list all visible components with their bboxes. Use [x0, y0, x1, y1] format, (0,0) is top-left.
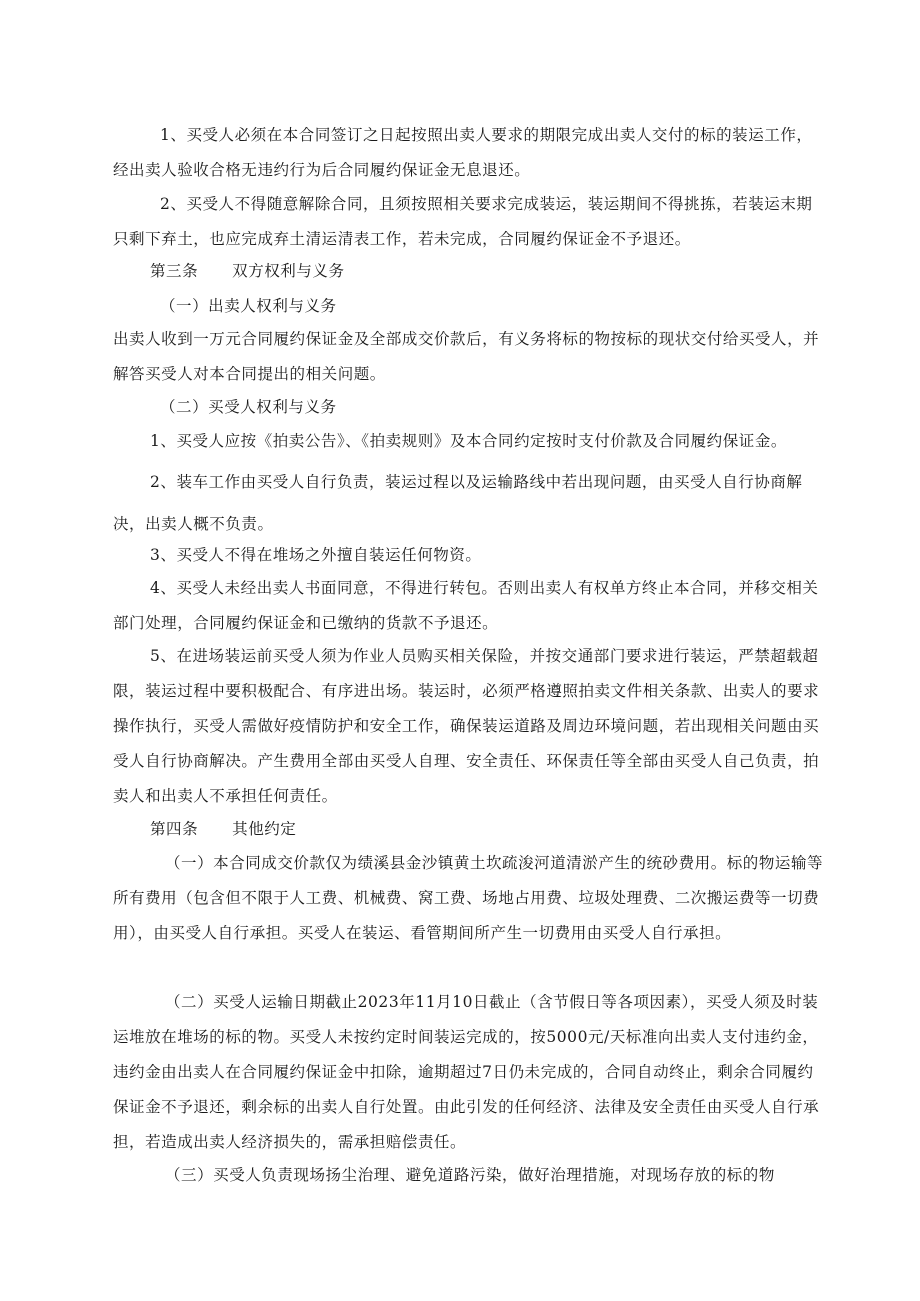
- section-3-sub-2-item-5: 5、在进场装运前买受人须为作业人员购买相关保险，并按交通部门要求进行装运，严禁超载超限，装运过程中要积极配合、有序进出场。装运时，必须严格遵照拍卖文件相关条款、出卖人的要求操作执行，买受人需做好疫情防护和安全工作，确保装运道路及周边环境问题，若出现相关问题由买受人自行协商解决。产生费用全部由买受人自理、安全责任、环保责任等全部由买受人自己负责，拍卖人和出卖人不承担任何责任。: [113, 647, 820, 805]
- section-3-sub-2-item-1: 1、买受人应按《拍卖公告》、《拍卖规则》及本合同约定按时支付价款及合同履约保证金。: [150, 432, 787, 450]
- section-3-number: 第三条: [150, 262, 199, 280]
- section-3-title: 双方权利与义务: [232, 262, 345, 280]
- section-4-item-2: （二）买受人运输日期截止2023年11月10日截止（含节假日等各项因素），买受人须及时装运堆放在堆场的标的物。买受人未按约定时间装运完成的，按5000元/天标准向出卖人支付违约金，违约金由出卖人在合同履约保证金中扣除，逾期超过7日仍未完成的，合同自动终止，剩余合同履约保证金不予退还，剩余标的出卖人自行处置。由此引发的任何经济、法律及安全责任由买受人自行承担，若造成出卖人经济损失的，需承担赔偿责任。: [113, 993, 820, 1151]
- section-4-item-3: （三）买受人负责现场扬尘治理、避免道路污染，做好治理措施，对现场存放的标的物: [165, 1166, 775, 1184]
- section-3-sub-2-item-2: 2、装车工作由买受人自行负责，装运过程以及运输路线中若出现问题，由买受人自行协商解决，出卖人概不负责。: [113, 473, 803, 533]
- section-4-heading: [150, 812, 296, 847]
- section-3-heading: [150, 254, 345, 289]
- section-4-number: 第四条: [150, 820, 199, 838]
- clause-2-item-2: 2、买受人不得随意解除合同，且须按照相关要求完成装运，装运期间不得挑拣，若装运末期只剩下弃土，也应完成弃土清运清表工作，若未完成，合同履约保证金不予退还。: [113, 195, 813, 248]
- section-3-sub-1-title: （一）出卖人权利与义务: [160, 297, 337, 315]
- section-4-item-1: （一）本合同成交价款仅为绩溪县金沙镇黄土坎疏浚河道清淤产生的统砂费用。标的物运输等所有费用（包含但不限于人工费、机械费、窝工费、场地占用费、垃圾处理费、二次搬运费等一切费用），由买受人自行承担。买受人在装运、看管期间所产生一切费用由买受人自行承担。: [113, 854, 824, 942]
- section-3-sub-2-item-3: 3、买受人不得在堆场之外擅自装运任何物资。: [150, 546, 482, 564]
- section-3-sub-2-title: （二）买受人权利与义务: [160, 398, 337, 416]
- section-3-sub-1-text: 出卖人收到一万元合同履约保证金及全部成交价款后，有义务将标的物按标的现状交付给买受人，并解答买受人对本合同提出的相关问题。: [113, 330, 820, 383]
- clause-2-item-1: 1、买受人必须在本合同签订之日起按照出卖人要求的期限完成出卖人交付的标的装运工作，经出卖人验收合格无违约行为后合同履约保证金无息退还。: [113, 126, 813, 179]
- section-4-title: 其他约定: [232, 820, 297, 838]
- section-3-sub-2-item-4: 4、买受人未经出卖人书面同意，不得进行转包。否则出卖人有权单方终止本合同，并移交相关部门处理，合同履约保证金和已缴纳的货款不予退还。: [113, 579, 819, 632]
